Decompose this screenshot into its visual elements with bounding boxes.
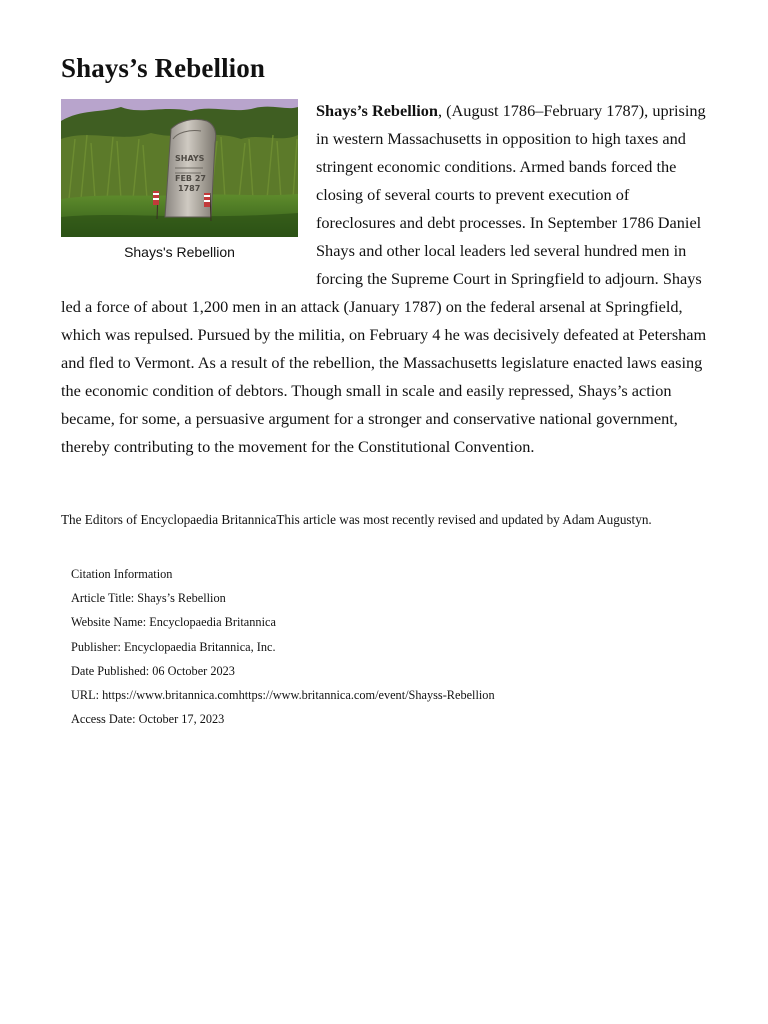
citation-url: URL: https://www.britannica.comhttps://www.britannica.com/event/Shayss-Rebellion <box>71 687 495 702</box>
citation-publisher: Publisher: Encyclopaedia Britannica, Inc. <box>71 639 276 654</box>
citation-article-title: Article Title: Shays’s Rebellion <box>71 591 226 606</box>
citation-access-date: Access Date: October 17, 2023 <box>71 712 225 727</box>
svg-text:1787: 1787 <box>178 184 201 193</box>
article-byline: The Editors of Encyclopaedia BritannicaThis article was most recently revised and updated by Adam Augustyn. <box>61 512 652 527</box>
memorial-stone-photo <box>61 99 298 237</box>
article-body-text: , (August 1786–February 1787), uprising in western Massachusetts in opposition to high taxes and stringent economic conditions. Armed bands forced the closing of several courts to prevent execution of foreclosures and debt processes. In September 1786 Daniel Shays and other local leaders led several hundred men in forcing the Supreme Court in Springfield to adjourn. Shays led a force of about 1,200 men in an attack (January 1787) on the federal arsenal at Springfield, which was repulsed. Pursued by the militia, on February 4 he was decisively defeated at Petersham and fled to Vermont. As a result of the rebellion, the Massachusetts legislature enacted laws easing the economic condition of debtors. Though small in scale and easily repressed, Shays’s action became, for some, a persuasive argument for a stronger and conservative national government, thereby contributing to the movement for the Constitutional Convention. <box>61 101 707 456</box>
article-body <box>61 97 707 461</box>
lead-term: Shays’s Rebellion <box>316 101 438 120</box>
svg-text:FEB 27: FEB 27 <box>175 174 206 183</box>
article-figure <box>61 99 298 261</box>
citation-website-name: Website Name: Encyclopaedia Britannica <box>71 615 276 630</box>
citation-heading: Citation Information <box>71 567 173 581</box>
svg-text:SHAYS: SHAYS <box>175 154 205 163</box>
page-title: Shays’s Rebellion <box>61 53 265 83</box>
citation-date-published: Date Published: 06 October 2023 <box>71 663 235 678</box>
citation-information <box>71 564 495 733</box>
figure-caption: Shays's Rebellion <box>124 244 235 260</box>
